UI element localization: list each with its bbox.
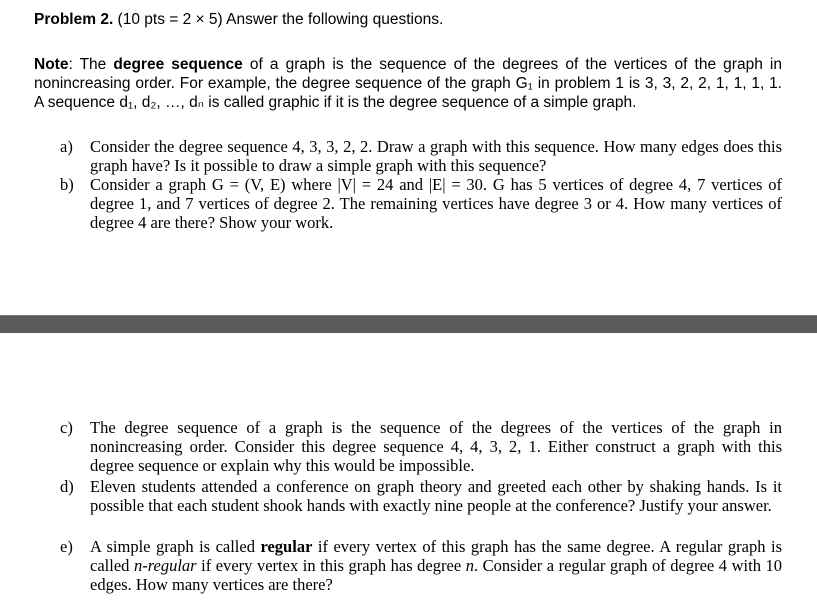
question-marker: b) bbox=[60, 175, 74, 194]
question-text bbox=[90, 537, 782, 594]
question-marker: e) bbox=[60, 537, 73, 556]
note-text-2: of a graph is the sequence of the degrees of the vertices of the graph in nonincreasing order. For example, the degree sequence of the graph G₁ in problem 1 is 3, 3, 2, 2, 1, 1, 1, 1. A sequence d₁, d₂, …, dₙ is called graphic if it is the degree sequence of a simple graph. bbox=[34, 56, 782, 111]
question-b bbox=[60, 175, 782, 232]
question-marker: c) bbox=[60, 418, 73, 437]
question-d bbox=[60, 477, 782, 515]
question-text: The degree sequence of a graph is the sequence of the degrees of the vertices of the graph in nonincreasing order. Consider this degree sequence 4, 4, 3, 2, 1. Either construct a graph with this degree sequence or explain why this would be impossible. bbox=[90, 418, 782, 475]
regular-term: regular bbox=[260, 537, 313, 556]
n-regular-term: n-regular bbox=[133, 556, 197, 575]
question-marker: d) bbox=[60, 477, 74, 496]
question-e-text-3: if every vertex in this graph has degree bbox=[196, 556, 466, 575]
question-e-text-4: . Consider a regular graph of degree 4 with 10 edges. How many vertices are there? bbox=[90, 556, 782, 594]
question-text: Consider a graph G = (V, E) where |V| = 24 and |E| = 30. G has 5 vertices of degree 4, 7 vertices of degree 1, and 7 vertices of degree 2. The remaining vertices have degree 3 or 4. How many vertices of degree 4 are there? Show your work. bbox=[90, 175, 782, 232]
problem-header bbox=[34, 10, 782, 29]
note-text-1: : The bbox=[68, 56, 114, 73]
page-divider bbox=[0, 315, 817, 333]
question-e bbox=[60, 537, 782, 594]
note-label: Note bbox=[34, 56, 69, 73]
note-term: degree sequence bbox=[113, 56, 243, 73]
question-marker: a) bbox=[60, 137, 73, 156]
problem-title: Problem 2. bbox=[34, 11, 114, 28]
question-e-text-1: A simple graph is called bbox=[90, 537, 261, 556]
problem-subtitle: (10 pts = 2 × 5) Answer the following questions. bbox=[113, 11, 444, 28]
question-text: Eleven students attended a conference on graph theory and greeted each other by shaking hands. Is it possible that each student shook hands with exactly nine people at the conference? Justify your answer. bbox=[90, 477, 782, 515]
question-text: Consider the degree sequence 4, 3, 3, 2, 2. Draw a graph with this sequence. How many edges does this graph have? Is it possible to draw a simple graph with this sequence? bbox=[90, 137, 782, 175]
note-paragraph bbox=[34, 55, 782, 112]
question-a bbox=[60, 137, 782, 175]
variable-n: n bbox=[465, 556, 474, 575]
question-c bbox=[60, 418, 782, 475]
question-e-text-2: if every vertex of this graph has the same degree. A regular graph is called bbox=[90, 537, 782, 575]
